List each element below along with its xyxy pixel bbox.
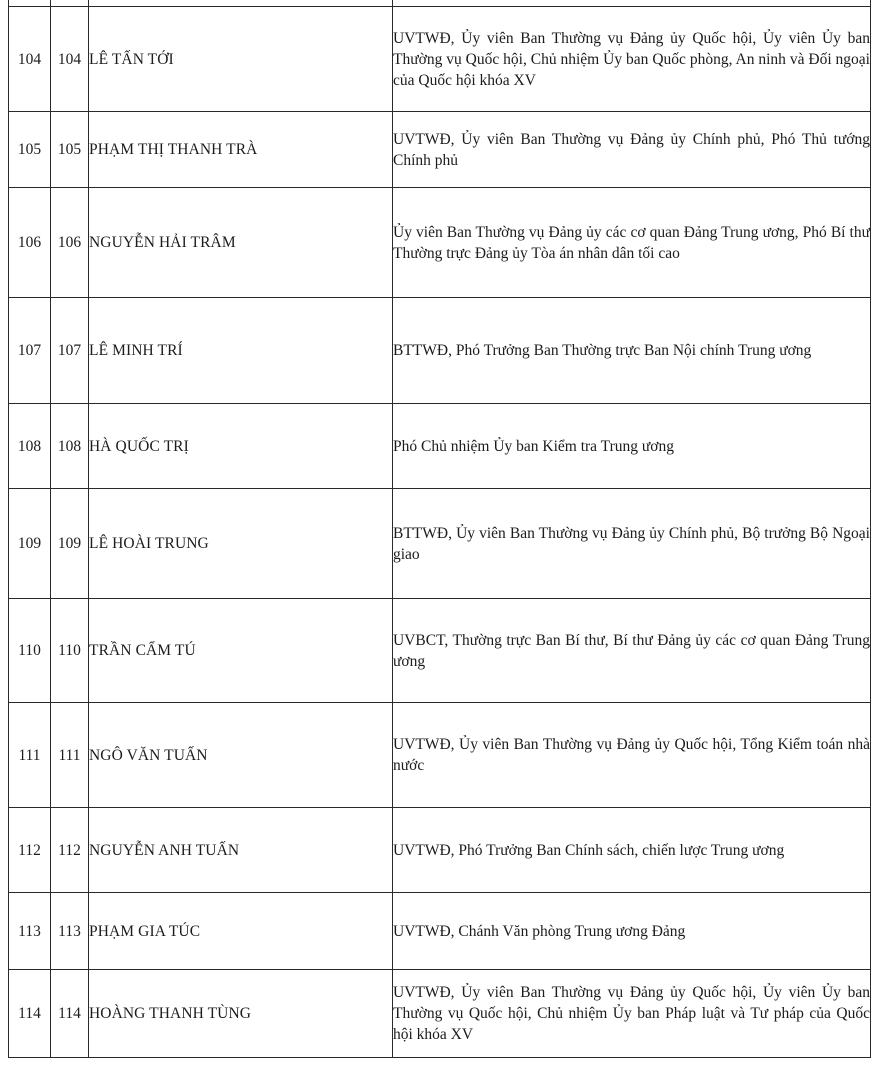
candidate-number: 114	[51, 970, 89, 1058]
candidate-position: UVTWĐ, Ủy viên Ban Thường vụ Đảng ủy Quốc hội, Ủy viên Ủy ban Thường vụ Quốc hội, Chủ nhiệm Ủy ban Quốc phòng, An ninh và Đối ngoại của Quốc hội khóa XV	[393, 7, 871, 112]
candidate-number: 106	[51, 188, 89, 298]
candidate-name: NGUYỄN ANH TUẤN	[89, 808, 393, 893]
candidate-position: UVBCT, Thường trực Ban Bí thư, Bí thư Đảng ủy các cơ quan Đảng Trung ương	[393, 599, 871, 703]
candidate-name: NGUYỄN HẢI TRÂM	[89, 188, 393, 298]
candidate-position: UVTWĐ, Phó Trưởng Ban Chính sách, chiến lược Trung ương	[393, 808, 871, 893]
row-index: 108	[9, 404, 51, 489]
row-index: 107	[9, 298, 51, 404]
candidate-position: UVTWĐ, Ủy viên Ban Thường vụ Đảng ủy Quốc hội, Tổng Kiểm toán nhà nước	[393, 703, 871, 808]
candidate-position: Phó Chủ nhiệm Ủy ban Kiểm tra Trung ương	[393, 404, 871, 489]
candidate-number: 108	[51, 404, 89, 489]
candidate-name: HOÀNG THANH TÙNG	[89, 970, 393, 1058]
candidate-position: Ủy viên Ban Thường vụ Đảng ủy các cơ quan Đảng Trung ương, Phó Bí thư Thường trực Đảng ủy Tòa án nhân dân tối cao	[393, 188, 871, 298]
table-row	[9, 808, 871, 893]
candidate-name: TRẦN CẨM TÚ	[89, 599, 393, 703]
candidate-number: 104	[51, 7, 89, 112]
candidate-number: 107	[51, 298, 89, 404]
table-row	[9, 404, 871, 489]
candidate-name: LÊ MINH TRÍ	[89, 298, 393, 404]
row-index: 104	[9, 7, 51, 112]
candidate-name: LÊ HOÀI TRUNG	[89, 489, 393, 599]
table-row	[9, 298, 871, 404]
table-row	[9, 7, 871, 112]
candidate-number: 112	[51, 808, 89, 893]
candidate-name: HÀ QUỐC TRỊ	[89, 404, 393, 489]
candidate-position: UVTWĐ, Ủy viên Ban Thường vụ Đảng ủy Quốc hội, Ủy viên Ủy ban Thường vụ Quốc hội, Chủ nhiệm Ủy ban Pháp luật và Tư pháp của Quốc hội khóa XV	[393, 970, 871, 1058]
row-index: 114	[9, 970, 51, 1058]
row-index: 109	[9, 489, 51, 599]
table-row	[9, 188, 871, 298]
table-row	[9, 112, 871, 188]
row-index: 105	[9, 112, 51, 188]
row-index: 112	[9, 808, 51, 893]
row-index: 113	[9, 893, 51, 970]
candidate-position: UVTWĐ, Ủy viên Ban Thường vụ Đảng ủy Chính phủ, Phó Thủ tướng Chính phủ	[393, 112, 871, 188]
table-row	[9, 970, 871, 1058]
table-row	[9, 599, 871, 703]
row-index: 106	[9, 188, 51, 298]
candidate-name: PHẠM GIA TÚC	[89, 893, 393, 970]
table-row	[9, 489, 871, 599]
candidate-number: 113	[51, 893, 89, 970]
candidate-number: 110	[51, 599, 89, 703]
candidate-number: 109	[51, 489, 89, 599]
candidate-number: 111	[51, 703, 89, 808]
row-index: 110	[9, 599, 51, 703]
row-index: 111	[9, 703, 51, 808]
table-row	[9, 893, 871, 970]
candidate-name: PHẠM THỊ THANH TRÀ	[89, 112, 393, 188]
candidate-position: BTTWĐ, Ủy viên Ban Thường vụ Đảng ủy Chính phủ, Bộ trưởng Bộ Ngoại giao	[393, 489, 871, 599]
table-row	[9, 703, 871, 808]
candidate-name: LÊ TẤN TỚI	[89, 7, 393, 112]
candidate-position: UVTWĐ, Chánh Văn phòng Trung ương Đảng	[393, 893, 871, 970]
roster-table	[8, 0, 871, 1058]
candidate-name: NGÔ VĂN TUẤN	[89, 703, 393, 808]
candidate-number: 105	[51, 112, 89, 188]
candidate-position: BTTWĐ, Phó Trưởng Ban Thường trực Ban Nội chính Trung ương	[393, 298, 871, 404]
